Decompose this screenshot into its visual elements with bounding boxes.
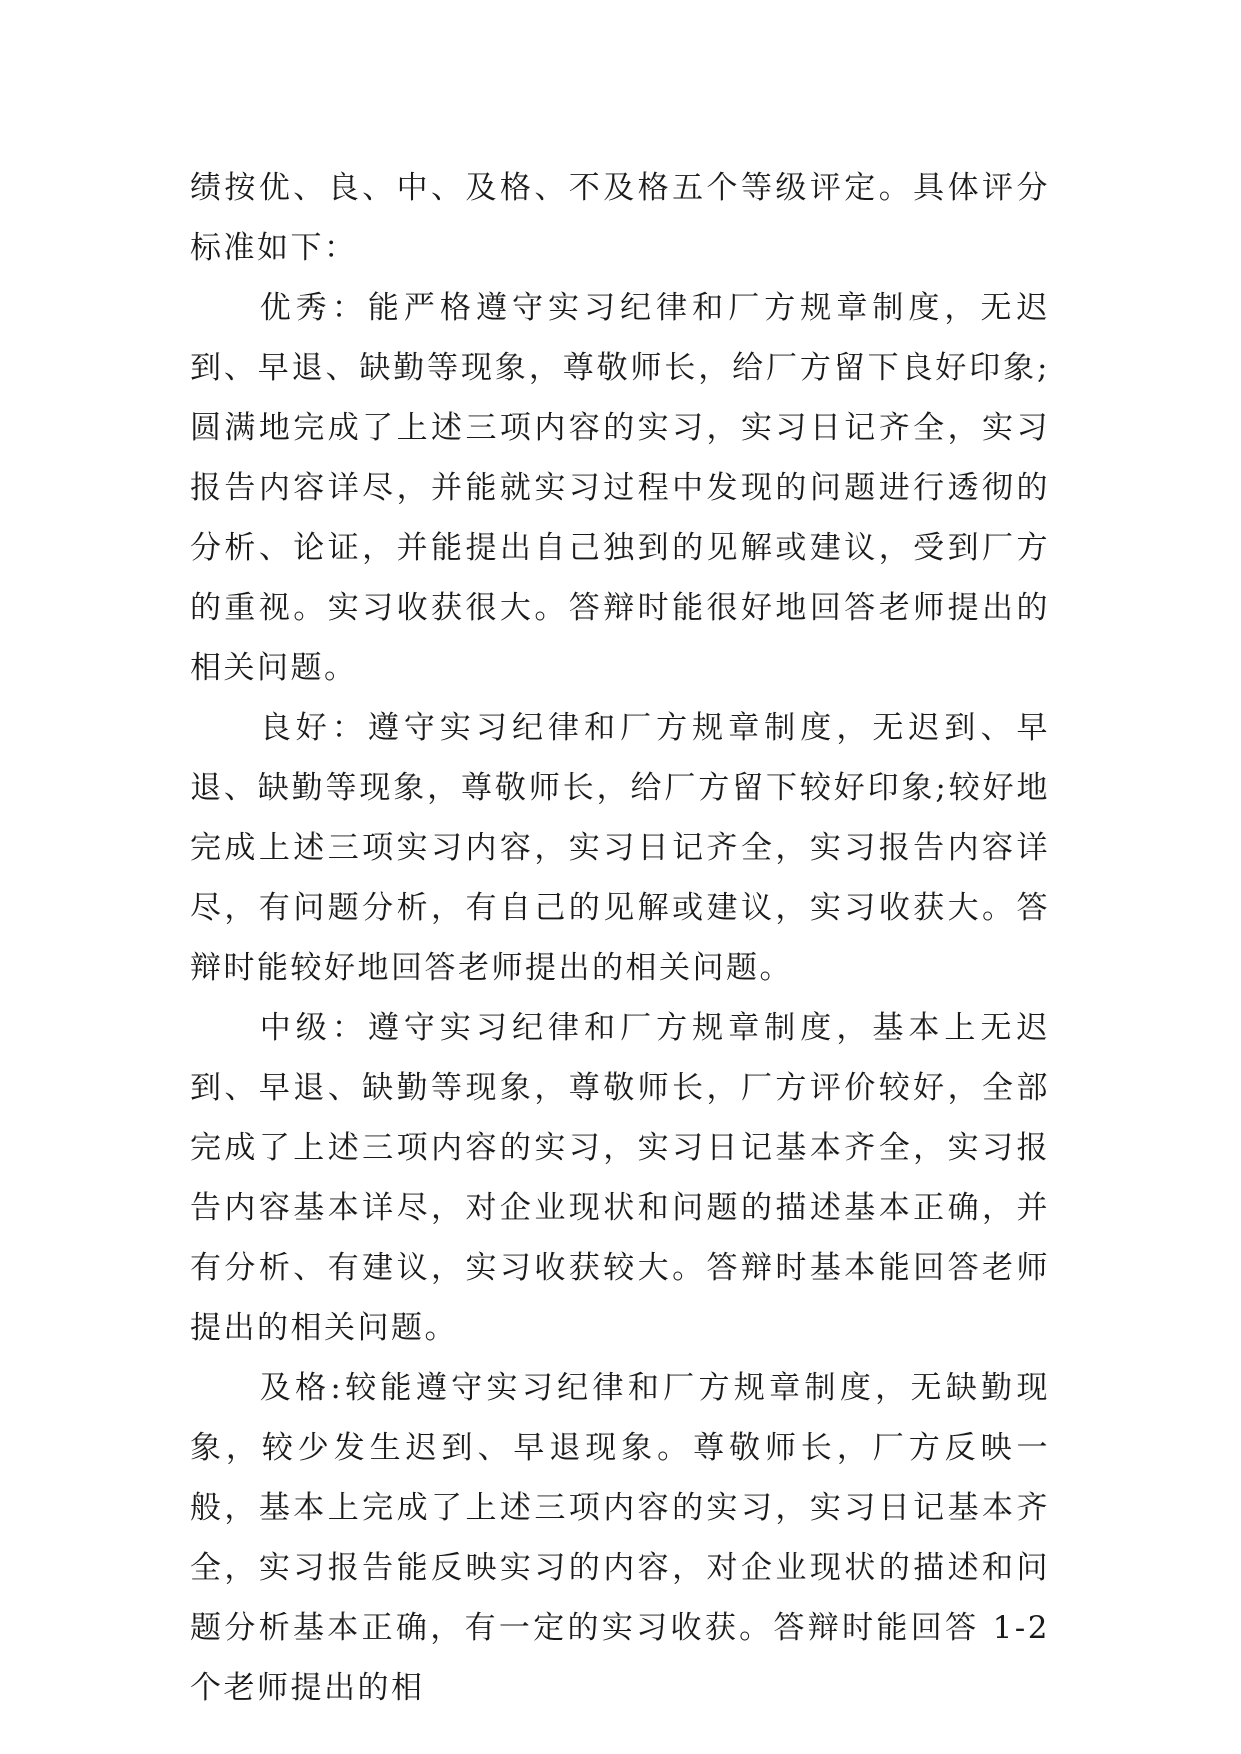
document-body <box>190 158 1050 1718</box>
paragraph-grade-medium: 中级：遵守实习纪律和厂方规章制度，基本上无迟到、早退、缺勤等现象，尊敬师长，厂方评价较好，全部完成了上述三项内容的实习，实习日记基本齐全，实习报告内容基本详尽，对企业现状和问题的描述基本正确，并有分析、有建议，实习收获较大。答辩时基本能回答老师提出的相关问题。 <box>190 1010 1050 1346</box>
paragraph-grade-good: 良好：遵守实习纪律和厂方规章制度，无迟到、早退、缺勤等现象，尊敬师长，给厂方留下较好印象;较好地完成上述三项实习内容，实习日记齐全，实习报告内容详尽，有问题分析，有自己的见解或建议，实习收获大。答辩时能较好地回答老师提出的相关问题。 <box>190 710 1050 986</box>
paragraph-grade-pass: 及格:较能遵守实习纪律和厂方规章制度，无缺勤现象，较少发生迟到、早退现象。尊敬师长，厂方反映一般，基本上完成了上述三项内容的实习，实习日记基本齐全，实习报告能反映实习的内容，对企业现状的描述和问题分析基本正确，有一定的实习收获。答辩时能回答 1-2 个老师提出的相 <box>190 1370 1050 1706</box>
paragraph-intro-continued: 绩按优、良、中、及格、不及格五个等级评定。具体评分标准如下： <box>190 170 1050 266</box>
paragraph-grade-excellent: 优秀：能严格遵守实习纪律和厂方规章制度，无迟到、早退、缺勤等现象，尊敬师长，给厂方留下良好印象;圆满地完成了上述三项内容的实习，实习日记齐全，实习报告内容详尽，并能就实习过程中发现的问题进行透彻的分析、论证，并能提出自己独到的见解或建议，受到厂方的重视。实习收获很大。答辩时能很好地回答老师提出的相关问题。 <box>190 290 1050 686</box>
